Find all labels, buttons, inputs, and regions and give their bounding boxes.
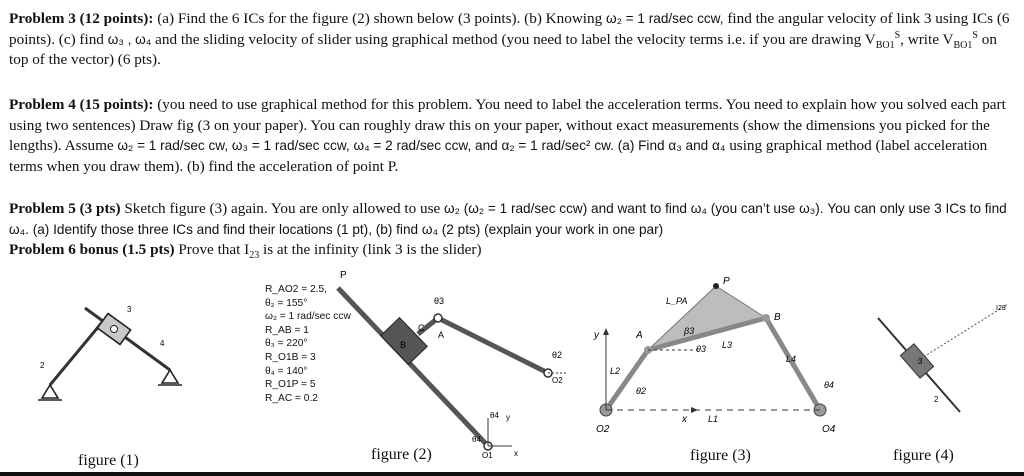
fig3-label-o2: O2 <box>596 424 610 435</box>
fig3-label-l3: L3 <box>722 340 733 350</box>
problem-5-heading: Problem 5 (3 pts) <box>9 200 121 217</box>
fig4-label-2: 2 <box>934 395 939 404</box>
fig2-label-y: y <box>506 413 510 422</box>
fig3-label-b: B <box>774 312 781 323</box>
fig3-label-lpa: L_PA <box>666 296 688 306</box>
fig2-label-theta3: θ3 <box>434 296 445 306</box>
fig1-label-4: 4 <box>160 339 165 348</box>
problem-3: Problem 3 (12 points): (a) Find the 6 ICs for the figure (2) shown below (3 points). (b) Knowing ω₂ = 1 rad/sec ccw, find the angular velocity of link 3 using ICs (6 points). (c) find ω₃ , ω₄ and the sliding velocity of slider using graphical method (you need to label the velocity terms i.e. if you are drawing $V_{BO1}^S$, write $V_{BO1}^S$ on top of the vector) (6 pts). <box>9 10 1010 68</box>
problem-6: Problem 6 bonus (1.5 pts) Prove that $I_{23}$ is at the infinity (link 3 is the slider) <box>9 241 482 262</box>
fig3-label-x: x <box>682 414 687 425</box>
fig3-label-l2: L2 <box>610 366 621 376</box>
fig2-label-o1: O1 <box>482 451 493 460</box>
fig3-label-p: P <box>723 276 730 287</box>
fig3-label-theta2: θ2 <box>636 386 646 396</box>
fig3-label-l4: L4 <box>786 354 797 364</box>
fig1-label-3: 3 <box>127 305 132 314</box>
fig2-label-o2: O2 <box>552 376 563 385</box>
fig2-label-theta4-top: θ4 <box>490 411 499 420</box>
figure-3-diagram <box>588 270 868 440</box>
fig2-label-theta2: θ2 <box>552 350 563 360</box>
problem-5: Problem 5 (3 pts) Sketch figure (3) again. You are only allowed to use ω₂ (ω₂ = 1 rad/sec ccw) and want to find ω₄ (you can’t use ω₃). You can only use 3 ICs to find ω₄. (a) Identify those three ICs and find their locations (1 pt), (b) find ω₄ (2 pts) (explain your work in one par) <box>9 200 1007 237</box>
fig3-label-y: y <box>594 330 599 341</box>
figure-2-params: R_AO2 = 2.5, θ₂ = 155° ω₂ = 1 rad/sec ccw R_AB = 1 θ₃ = 220° R_O1B = 3 θ₄ = 140° R_O1P = 5 R_AC = 0.2 <box>265 284 351 404</box>
problem-6-heading: Problem 6 bonus (1.5 pts) <box>9 241 175 258</box>
fig3-label-l1: L1 <box>708 414 719 424</box>
fig2-label-c: C <box>418 323 425 333</box>
fig2-label-x: x <box>514 449 518 458</box>
bottom-rule <box>0 472 1024 476</box>
fig2-label-p: P <box>340 270 347 281</box>
fig2-label-b: B <box>400 340 407 350</box>
figure-3-caption: figure (3) <box>690 447 751 464</box>
velocity-term: $V_{BO1}^S$ <box>864 29 901 51</box>
problem-4-heading: Problem 4 (15 points): <box>9 96 154 113</box>
fig3-label-theta4: θ4 <box>824 380 834 390</box>
fig3-label-a: A <box>636 330 643 341</box>
fig4-label-3: 3 <box>918 357 923 366</box>
figure-4-caption: figure (4) <box>893 447 954 464</box>
fig3-label-o4: O4 <box>822 424 836 435</box>
fig4-label-i23: I23 <box>996 305 1006 312</box>
fig3-label-theta3: θ3 <box>696 344 706 354</box>
fig2-label-a: A <box>438 330 445 340</box>
fig2-label-theta4: θ4 <box>472 435 481 444</box>
figure-2-diagram <box>300 268 570 463</box>
problem-4: Problem 4 (15 points): (you need to use graphical method for this problem. You need to label the acceleration terms. You need to explain how you solved each part using two sentences) Draw fig (3 on your paper). You can roughly draw this on your paper, without exact measurements (show the dimensions you picked for the lengths). Assume ω₂ = 1 rad/sec cw, ω₃ = 1 rad/sec ccw, ω₄ = 2 rad/sec ccw, and α₂ = 1 rad/sec² cw. (a) Find α₃ and α₄ using graphical method (label acceleration terms when you draw them). (b) find the acceleration of point P. <box>9 96 1006 175</box>
figure-2-caption: figure (2) <box>371 446 432 463</box>
problem-3-heading: Problem 3 (12 points): <box>9 10 154 27</box>
figure-4-diagram <box>868 294 1018 444</box>
figure-1-caption: figure (1) <box>78 452 139 469</box>
fig3-label-beta3: β3 <box>684 326 695 336</box>
fig1-label-2: 2 <box>40 361 45 370</box>
figure-1-diagram <box>30 290 200 420</box>
velocity-term-2: $V_{BO1}^S$ <box>942 29 978 51</box>
